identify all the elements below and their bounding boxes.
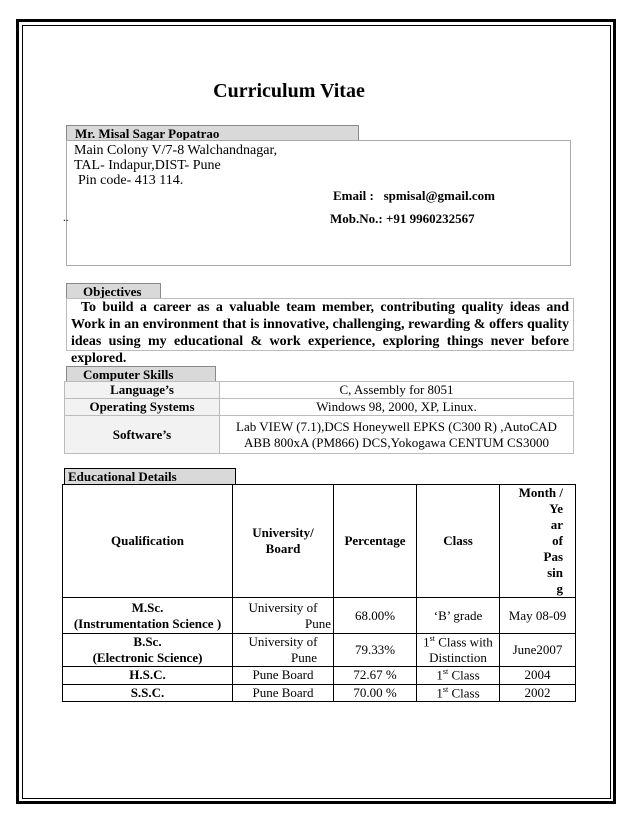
address-line-2: TAL- Indapur,DIST- Pune — [74, 158, 221, 173]
email-value: spmisal@gmail.com — [383, 188, 495, 203]
education-table — [62, 484, 576, 702]
class-number: 1 — [423, 634, 430, 650]
skills-value-line-2: ABB 800xA (PM866) DCS,Yokogawa CENTUM CS3000 — [244, 434, 549, 450]
header-month-line: ar — [550, 517, 563, 532]
university-line-2: Pune — [305, 615, 331, 631]
computer-skills-heading: Computer Skills — [66, 366, 216, 382]
cell-class — [417, 684, 500, 701]
skills-row — [65, 382, 574, 399]
mobile-label: Mob.No.: — [330, 211, 383, 226]
qualification-line-1: M.Sc. — [131, 599, 164, 615]
table-row — [63, 667, 576, 684]
education-heading: Educational Details — [64, 468, 236, 485]
skills-value — [220, 416, 574, 454]
header-month-year — [500, 485, 576, 598]
cell-year: May 08-09 — [500, 598, 576, 634]
header-month-line: Month / — [518, 485, 563, 500]
skills-value: C, Assembly for 8051 — [220, 382, 574, 399]
address-line-1: Main Colony V/7-8 Walchandnagar, — [74, 143, 278, 158]
header-university: University/ Board — [233, 485, 334, 598]
university-line-1: University of — [248, 634, 318, 650]
university-line-1: University of — [248, 599, 318, 615]
class-text: Class — [448, 667, 480, 683]
cell-class — [417, 667, 500, 684]
class-line-2: Distinction — [429, 650, 487, 666]
cell-qualification — [63, 634, 233, 667]
qualification-line-2: (Instrumentation Science ) — [73, 615, 222, 631]
cell-qualification: S.S.C. — [63, 684, 233, 701]
cell-class: ‘B’ grade — [417, 598, 500, 634]
class-number: 1 — [436, 684, 443, 700]
cell-year: 2002 — [500, 684, 576, 701]
header-month-line: sin — [547, 565, 563, 580]
table-row — [63, 598, 576, 634]
skills-label: Operating Systems — [65, 399, 220, 416]
mobile-row — [330, 211, 475, 227]
class-suffix: st — [442, 684, 449, 694]
class-suffix: st — [442, 667, 449, 677]
header-month-line: Ye — [549, 501, 563, 516]
cell-percentage: 79.33% — [334, 634, 417, 667]
document-title: Curriculum Vitae — [213, 80, 365, 102]
education-header-row — [63, 485, 576, 598]
class-number: 1 — [436, 667, 443, 683]
header-month-line: Pas — [543, 549, 563, 564]
skills-value: Windows 98, 2000, XP, Linux. — [220, 399, 574, 416]
cell-percentage: 70.00 % — [334, 684, 417, 701]
qualification-line-1: B.Sc. — [133, 634, 162, 650]
skills-row — [65, 399, 574, 416]
university-line-2: Pune — [291, 650, 317, 666]
cell-university — [233, 598, 334, 634]
header-class: Class — [417, 485, 500, 598]
header-month-line: g — [556, 581, 563, 596]
header-percentage: Percentage — [334, 485, 417, 598]
cell-qualification: H.S.C. — [63, 667, 233, 684]
cell-university — [233, 634, 334, 667]
cell-year: June2007 — [500, 634, 576, 667]
class-suffix: st — [429, 634, 436, 643]
cell-class — [417, 634, 500, 667]
skills-label: Language’s — [65, 382, 220, 399]
cell-percentage: 68.00% — [334, 598, 417, 634]
table-row — [63, 684, 576, 701]
stray-mark: .. — [63, 212, 69, 224]
email-label: Email : — [333, 188, 374, 203]
class-text: Class with — [435, 634, 493, 650]
table-row — [63, 634, 576, 667]
mobile-value: +91 9960232567 — [385, 211, 475, 226]
name-label: Mr. Misal Sagar Popatrao — [66, 125, 359, 141]
objectives-text — [66, 298, 574, 366]
skills-value-line-1: Lab VIEW (7.1),DCS Honeywell EPKS (C300 R) ,AutoCAD — [236, 418, 557, 434]
qualification-line-2: (Electronic Science) — [92, 650, 203, 666]
address-line-3: Pin code- 413 114. — [78, 173, 184, 188]
objectives-body: To build a career as a valuable team member, contributing quality ideas and Work in an environment that is innovative, challenging, rewarding & offers quality ideas using my educational & work experience, exploring things never before explored. — [71, 300, 569, 366]
cell-percentage: 72.67 % — [334, 667, 417, 684]
objectives-heading: Objectives — [66, 283, 161, 299]
cell-year: 2004 — [500, 667, 576, 684]
cell-university: Pune Board — [233, 667, 334, 684]
skills-label: Software’s — [65, 416, 220, 454]
header-qualification: Qualification — [63, 485, 233, 598]
class-text: Class — [448, 684, 480, 700]
cell-qualification — [63, 598, 233, 634]
email-row — [333, 188, 495, 204]
cell-university: Pune Board — [233, 684, 334, 701]
computer-skills-table — [64, 381, 574, 454]
skills-row — [65, 416, 574, 454]
header-month-line: of — [552, 533, 563, 548]
